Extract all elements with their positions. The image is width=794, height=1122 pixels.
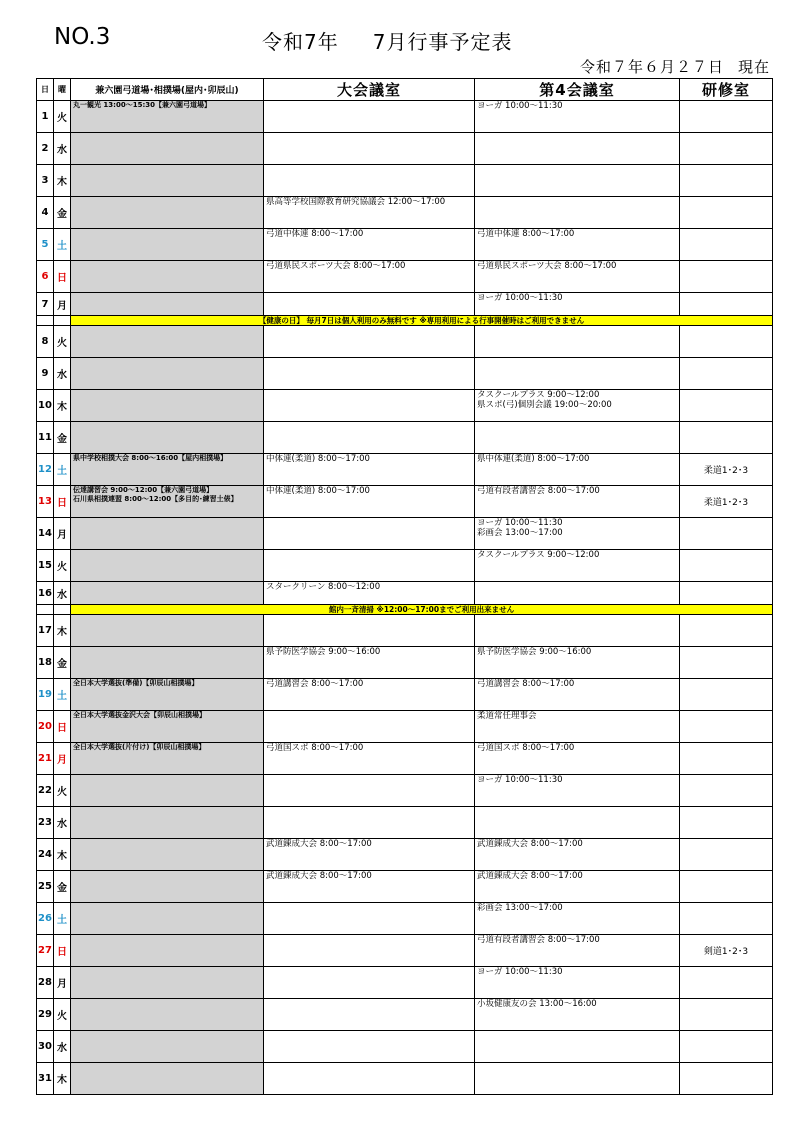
kenroku-cell bbox=[71, 871, 264, 903]
dai4-cell bbox=[475, 358, 680, 390]
day-number: 13 bbox=[37, 486, 54, 518]
weekday-label: 金 bbox=[54, 871, 71, 903]
kenroku-cell bbox=[71, 165, 264, 197]
dai4-event: タスクールプラス 9:00～12:00 bbox=[477, 390, 600, 400]
table-row bbox=[37, 550, 773, 582]
table-row bbox=[37, 999, 773, 1031]
table-row bbox=[37, 197, 773, 229]
kenroku-event: 丸一観光 13:00～15:30【兼六園弓道場】 bbox=[73, 101, 212, 109]
kenshu-cell bbox=[680, 390, 773, 422]
schedule-body bbox=[37, 101, 773, 1095]
dai4-cell bbox=[475, 326, 680, 358]
kenshu-cell bbox=[680, 1031, 773, 1063]
kenshu-cell bbox=[680, 197, 773, 229]
day-number: 25 bbox=[37, 871, 54, 903]
kenroku-cell bbox=[71, 839, 264, 871]
dai4-cell bbox=[475, 775, 680, 807]
day-number: 16 bbox=[37, 582, 54, 605]
dai4-cell bbox=[475, 101, 680, 133]
dai4-event: 武道錬成大会 8:00～17:00 bbox=[477, 839, 583, 849]
document-number: NO.3 bbox=[54, 24, 111, 50]
table-row bbox=[37, 422, 773, 454]
weekday-label: 火 bbox=[54, 550, 71, 582]
dai4-cell bbox=[475, 615, 680, 647]
dai4-cell bbox=[475, 582, 680, 605]
daikaigi-cell bbox=[264, 358, 475, 390]
dai4-cell bbox=[475, 679, 680, 711]
table-row bbox=[37, 903, 773, 935]
day-number: 23 bbox=[37, 807, 54, 839]
kenroku-cell bbox=[71, 454, 264, 486]
daikaigi-event: 中体連(柔道) 8:00～17:00 bbox=[266, 486, 370, 496]
day-number: 6 bbox=[37, 261, 54, 293]
day-number: 4 bbox=[37, 197, 54, 229]
kenshu-cell bbox=[680, 165, 773, 197]
kenshu-cell: 剣道1･2･3 bbox=[680, 935, 773, 967]
daikaigi-event: 弓道講習会 8:00～17:00 bbox=[266, 679, 364, 689]
dai4-cell bbox=[475, 518, 680, 550]
kenroku-cell bbox=[71, 1031, 264, 1063]
daikaigi-cell bbox=[264, 133, 475, 165]
table-row bbox=[37, 518, 773, 550]
weekday-label: 月 bbox=[54, 293, 71, 316]
daikaigi-cell bbox=[264, 999, 475, 1031]
day-number: 8 bbox=[37, 326, 54, 358]
kenroku-cell bbox=[71, 582, 264, 605]
kenroku-event: 伝達講習会 9:00～12:00【兼六園弓道場】 bbox=[73, 486, 214, 494]
kenshu-cell bbox=[680, 615, 773, 647]
weekday-label: 木 bbox=[54, 1063, 71, 1095]
daikaigi-cell bbox=[264, 1063, 475, 1095]
day-number: 14 bbox=[37, 518, 54, 550]
daikaigi-cell bbox=[264, 582, 475, 605]
weekday-label: 火 bbox=[54, 999, 71, 1031]
kenshu-cell bbox=[680, 261, 773, 293]
dai4-cell bbox=[475, 935, 680, 967]
daikaigi-cell bbox=[264, 550, 475, 582]
kenroku-cell bbox=[71, 518, 264, 550]
day-number: 11 bbox=[37, 422, 54, 454]
dai4-event: 柔道常任理事会 bbox=[477, 711, 537, 721]
dai4-event: 弓道県民スポーツ大会 8:00～17:00 bbox=[477, 261, 617, 271]
dai4-event: 弓道中体連 8:00～17:00 bbox=[477, 229, 575, 239]
day-number: 24 bbox=[37, 839, 54, 871]
daikaigi-event: 県予防医学協会 9:00～16:00 bbox=[266, 647, 381, 657]
kenshu-cell bbox=[680, 133, 773, 165]
kenroku-cell bbox=[71, 615, 264, 647]
dai4-event: 県スポ(弓)個別会議 19:00～20:00 bbox=[477, 400, 612, 410]
daikaigi-cell bbox=[264, 839, 475, 871]
kenroku-cell bbox=[71, 358, 264, 390]
daikaigi-cell bbox=[264, 743, 475, 775]
kenshu-cell bbox=[680, 647, 773, 679]
table-row bbox=[37, 743, 773, 775]
kenroku-cell bbox=[71, 903, 264, 935]
kenshu-cell bbox=[680, 903, 773, 935]
weekday-label: 木 bbox=[54, 615, 71, 647]
day-number: 18 bbox=[37, 647, 54, 679]
daikaigi-event: 武道錬成大会 8:00～17:00 bbox=[266, 839, 372, 849]
col-day: 日 bbox=[37, 79, 54, 101]
daikaigi-cell bbox=[264, 101, 475, 133]
table-row bbox=[37, 1063, 773, 1095]
daikaigi-cell bbox=[264, 326, 475, 358]
weekday-label: 金 bbox=[54, 197, 71, 229]
table-row bbox=[37, 839, 773, 871]
day-number: 3 bbox=[37, 165, 54, 197]
daikaigi-cell bbox=[264, 615, 475, 647]
daikaigi-event: 県高等学校国際教育研究協議会 12:00～17:00 bbox=[266, 197, 446, 207]
day-number: 17 bbox=[37, 615, 54, 647]
day-number: 2 bbox=[37, 133, 54, 165]
kenroku-event: 全日本大学選抜金沢大会【卯辰山相撲場】 bbox=[73, 711, 206, 719]
dai4-event: 弓道国スポ 8:00～17:00 bbox=[477, 743, 575, 753]
kenroku-cell bbox=[71, 743, 264, 775]
table-row bbox=[37, 390, 773, 422]
document-title bbox=[262, 26, 512, 55]
weekday-label: 火 bbox=[54, 775, 71, 807]
table-row bbox=[37, 615, 773, 647]
weekday-label: 土 bbox=[54, 454, 71, 486]
dai4-cell bbox=[475, 839, 680, 871]
kenroku-cell bbox=[71, 935, 264, 967]
table-row bbox=[37, 326, 773, 358]
kenshu-cell bbox=[680, 711, 773, 743]
day-number: 28 bbox=[37, 967, 54, 999]
kenroku-cell bbox=[71, 101, 264, 133]
daikaigi-cell bbox=[264, 679, 475, 711]
header-row bbox=[37, 79, 773, 101]
daikaigi-event: 弓道県民スポーツ大会 8:00～17:00 bbox=[266, 261, 406, 271]
dai4-cell bbox=[475, 807, 680, 839]
day-number: 30 bbox=[37, 1031, 54, 1063]
kenroku-cell bbox=[71, 486, 264, 518]
daikaigi-cell bbox=[264, 775, 475, 807]
title-month: 7月行事予定表 bbox=[372, 30, 513, 54]
kenroku-cell bbox=[71, 679, 264, 711]
dai4-event: 彩画会 13:00～17:00 bbox=[477, 528, 563, 538]
day-number: 15 bbox=[37, 550, 54, 582]
kenroku-cell bbox=[71, 999, 264, 1031]
kenroku-cell bbox=[71, 390, 264, 422]
col-kenroku: 兼六園弓道場･相撲場(屋内･卯辰山) bbox=[71, 79, 264, 101]
dai4-cell bbox=[475, 999, 680, 1031]
dai4-event: ヨーガ 10:00～11:30 bbox=[477, 775, 563, 785]
day-number: 9 bbox=[37, 358, 54, 390]
dai4-event: タスクールプラス 9:00～12:00 bbox=[477, 550, 600, 560]
as-of-date-value: 令和７年６月２７日 bbox=[579, 58, 724, 76]
kenshu-cell bbox=[680, 358, 773, 390]
day-number: 19 bbox=[37, 679, 54, 711]
dai4-event: ヨーガ 10:00～11:30 bbox=[477, 518, 563, 528]
weekday-label: 水 bbox=[54, 582, 71, 605]
table-row bbox=[37, 101, 773, 133]
table-row bbox=[37, 165, 773, 197]
kenshu-cell bbox=[680, 518, 773, 550]
weekday-label: 木 bbox=[54, 839, 71, 871]
dai4-event: ヨーガ 10:00～11:30 bbox=[477, 293, 563, 303]
dai4-event: 小坂健康友の会 13:00～16:00 bbox=[477, 999, 597, 1009]
table-row bbox=[37, 293, 773, 316]
dai4-event: ヨーガ 10:00～11:30 bbox=[477, 101, 563, 111]
daikaigi-cell bbox=[264, 935, 475, 967]
daikaigi-event: 弓道国スポ 8:00～17:00 bbox=[266, 743, 364, 753]
kenroku-cell bbox=[71, 293, 264, 316]
kenshu-cell bbox=[680, 422, 773, 454]
kenroku-cell bbox=[71, 647, 264, 679]
table-row bbox=[37, 486, 773, 518]
dai4-cell bbox=[475, 967, 680, 999]
table-row bbox=[37, 133, 773, 165]
daikaigi-cell bbox=[264, 903, 475, 935]
table-row bbox=[37, 679, 773, 711]
weekday-label: 水 bbox=[54, 807, 71, 839]
table-row bbox=[37, 807, 773, 839]
col-daikaigi: 大会議室 bbox=[264, 79, 475, 101]
weekday-label: 土 bbox=[54, 903, 71, 935]
daikaigi-cell bbox=[264, 165, 475, 197]
kenshu-cell: 柔道1･2･3 bbox=[680, 486, 773, 518]
daikaigi-event: 武道錬成大会 8:00～17:00 bbox=[266, 871, 372, 881]
dai4-cell bbox=[475, 871, 680, 903]
day-number: 1 bbox=[37, 101, 54, 133]
schedule-table bbox=[36, 78, 773, 1095]
day-number: 21 bbox=[37, 743, 54, 775]
kenshu-cell bbox=[680, 1063, 773, 1095]
kenshu-cell bbox=[680, 101, 773, 133]
weekday-label: 金 bbox=[54, 647, 71, 679]
daikaigi-cell bbox=[264, 871, 475, 903]
as-of-suffix: 現在 bbox=[737, 58, 770, 76]
day-number: 31 bbox=[37, 1063, 54, 1095]
dai4-event: 彩画会 13:00～17:00 bbox=[477, 903, 563, 913]
table-row bbox=[37, 1031, 773, 1063]
kenshu-cell bbox=[680, 871, 773, 903]
day-number: 7 bbox=[37, 293, 54, 316]
day-number: 12 bbox=[37, 454, 54, 486]
dai4-cell bbox=[475, 711, 680, 743]
daikaigi-cell bbox=[264, 261, 475, 293]
daikaigi-cell bbox=[264, 486, 475, 518]
weekday-label: 日 bbox=[54, 711, 71, 743]
table-row bbox=[37, 775, 773, 807]
col-weekday: 曜 bbox=[54, 79, 71, 101]
kenshu-cell bbox=[680, 775, 773, 807]
dai4-cell bbox=[475, 229, 680, 261]
table-row bbox=[37, 935, 773, 967]
daikaigi-cell bbox=[264, 711, 475, 743]
table-row bbox=[37, 229, 773, 261]
dai4-cell bbox=[475, 647, 680, 679]
kenroku-event: 県中学校相撲大会 8:00～16:00【屋内相撲場】 bbox=[73, 454, 228, 462]
weekday-label: 水 bbox=[54, 1031, 71, 1063]
dai4-cell bbox=[475, 293, 680, 316]
kenroku-event: 石川県相撲連盟 8:00～12:00【多目的･練習土俵】 bbox=[73, 495, 238, 503]
dai4-cell bbox=[475, 390, 680, 422]
dai4-event: ヨーガ 10:00～11:30 bbox=[477, 967, 563, 977]
day-number: 29 bbox=[37, 999, 54, 1031]
kenshu-cell bbox=[680, 743, 773, 775]
kenroku-cell bbox=[71, 229, 264, 261]
dai4-cell bbox=[475, 422, 680, 454]
dai4-cell bbox=[475, 903, 680, 935]
table-row bbox=[37, 647, 773, 679]
daikaigi-event: 弓道中体連 8:00～17:00 bbox=[266, 229, 364, 239]
kenroku-cell bbox=[71, 1063, 264, 1095]
daikaigi-cell bbox=[264, 807, 475, 839]
weekday-label: 木 bbox=[54, 390, 71, 422]
dai4-cell bbox=[475, 133, 680, 165]
kenroku-cell bbox=[71, 550, 264, 582]
table-row bbox=[37, 711, 773, 743]
kenshu-cell bbox=[680, 229, 773, 261]
dai4-event: 県中体連(柔道) 8:00～17:00 bbox=[477, 454, 590, 464]
kenshu-cell bbox=[680, 550, 773, 582]
kenshu-cell bbox=[680, 967, 773, 999]
notice-banner: 館内一斉清掃 ※12:00～17:00までご利用出来ません bbox=[71, 605, 773, 615]
day-number: 20 bbox=[37, 711, 54, 743]
dai4-cell bbox=[475, 165, 680, 197]
title-year: 令和7年 bbox=[262, 30, 339, 54]
weekday-label: 日 bbox=[54, 486, 71, 518]
dai4-cell bbox=[475, 1063, 680, 1095]
kenroku-event: 全日本大学選抜(準備)【卯辰山相撲場】 bbox=[73, 679, 199, 687]
weekday-label: 水 bbox=[54, 358, 71, 390]
dai4-cell bbox=[475, 1031, 680, 1063]
weekday-label: 火 bbox=[54, 326, 71, 358]
weekday-label: 木 bbox=[54, 165, 71, 197]
table-row bbox=[37, 967, 773, 999]
kenshu-cell bbox=[680, 679, 773, 711]
weekday-label: 月 bbox=[54, 967, 71, 999]
weekday-label: 月 bbox=[54, 518, 71, 550]
kenshu-cell bbox=[680, 807, 773, 839]
col-dai4: 第4会議室 bbox=[475, 79, 680, 101]
notice-row bbox=[37, 316, 773, 326]
dai4-cell bbox=[475, 454, 680, 486]
kenroku-cell bbox=[71, 422, 264, 454]
notice-banner: 【健康の日】 毎月7日は個人利用のみ無料です ※専用利用による行事開催時はご利用できません bbox=[71, 316, 773, 326]
daikaigi-cell bbox=[264, 518, 475, 550]
dai4-event: 武道錬成大会 8:00～17:00 bbox=[477, 871, 583, 881]
daikaigi-cell bbox=[264, 293, 475, 316]
table-row bbox=[37, 454, 773, 486]
weekday-label: 水 bbox=[54, 133, 71, 165]
weekday-label: 日 bbox=[54, 935, 71, 967]
dai4-cell bbox=[475, 197, 680, 229]
weekday-label: 土 bbox=[54, 679, 71, 711]
notice-row bbox=[37, 605, 773, 615]
weekday-label: 月 bbox=[54, 743, 71, 775]
col-kenshu: 研修室 bbox=[680, 79, 773, 101]
kenshu-cell: 柔道1･2･3 bbox=[680, 454, 773, 486]
table-row bbox=[37, 582, 773, 605]
daikaigi-cell bbox=[264, 454, 475, 486]
dai4-cell bbox=[475, 261, 680, 293]
dai4-cell bbox=[475, 486, 680, 518]
daikaigi-event: スタークリーン 8:00～12:00 bbox=[266, 582, 381, 592]
weekday-label: 土 bbox=[54, 229, 71, 261]
kenroku-cell bbox=[71, 711, 264, 743]
kenroku-cell bbox=[71, 807, 264, 839]
kenroku-cell bbox=[71, 326, 264, 358]
daikaigi-event: 中体連(柔道) 8:00～17:00 bbox=[266, 454, 370, 464]
dai4-cell bbox=[475, 550, 680, 582]
table-row bbox=[37, 358, 773, 390]
dai4-event: 弓道講習会 8:00～17:00 bbox=[477, 679, 575, 689]
weekday-label: 日 bbox=[54, 261, 71, 293]
day-number: 10 bbox=[37, 390, 54, 422]
daikaigi-cell bbox=[264, 197, 475, 229]
weekday-label: 金 bbox=[54, 422, 71, 454]
kenshu-cell bbox=[680, 999, 773, 1031]
notice-spacer bbox=[54, 605, 71, 615]
kenroku-cell bbox=[71, 967, 264, 999]
dai4-event: 弓道有段者講習会 8:00～17:00 bbox=[477, 486, 600, 496]
daikaigi-cell bbox=[264, 422, 475, 454]
weekday-label: 火 bbox=[54, 101, 71, 133]
daikaigi-cell bbox=[264, 967, 475, 999]
kenroku-cell bbox=[71, 775, 264, 807]
daikaigi-cell bbox=[264, 229, 475, 261]
daikaigi-cell bbox=[264, 1031, 475, 1063]
kenroku-cell bbox=[71, 197, 264, 229]
notice-spacer bbox=[37, 605, 54, 615]
dai4-cell bbox=[475, 743, 680, 775]
day-number: 26 bbox=[37, 903, 54, 935]
kenshu-cell bbox=[680, 293, 773, 316]
table-row bbox=[37, 871, 773, 903]
notice-spacer bbox=[37, 316, 54, 326]
kenshu-cell bbox=[680, 326, 773, 358]
dai4-event: 弓道有段者講習会 8:00～17:00 bbox=[477, 935, 600, 945]
kenshu-cell bbox=[680, 839, 773, 871]
kenroku-event: 全日本大学選抜(片付け)【卯辰山相撲場】 bbox=[73, 743, 206, 751]
day-number: 5 bbox=[37, 229, 54, 261]
as-of-date bbox=[580, 56, 770, 77]
kenshu-cell bbox=[680, 582, 773, 605]
kenroku-cell bbox=[71, 133, 264, 165]
daikaigi-cell bbox=[264, 390, 475, 422]
notice-spacer bbox=[54, 316, 71, 326]
kenroku-cell bbox=[71, 261, 264, 293]
dai4-event: 県予防医学協会 9:00～16:00 bbox=[477, 647, 592, 657]
daikaigi-cell bbox=[264, 647, 475, 679]
table-row bbox=[37, 261, 773, 293]
day-number: 22 bbox=[37, 775, 54, 807]
day-number: 27 bbox=[37, 935, 54, 967]
